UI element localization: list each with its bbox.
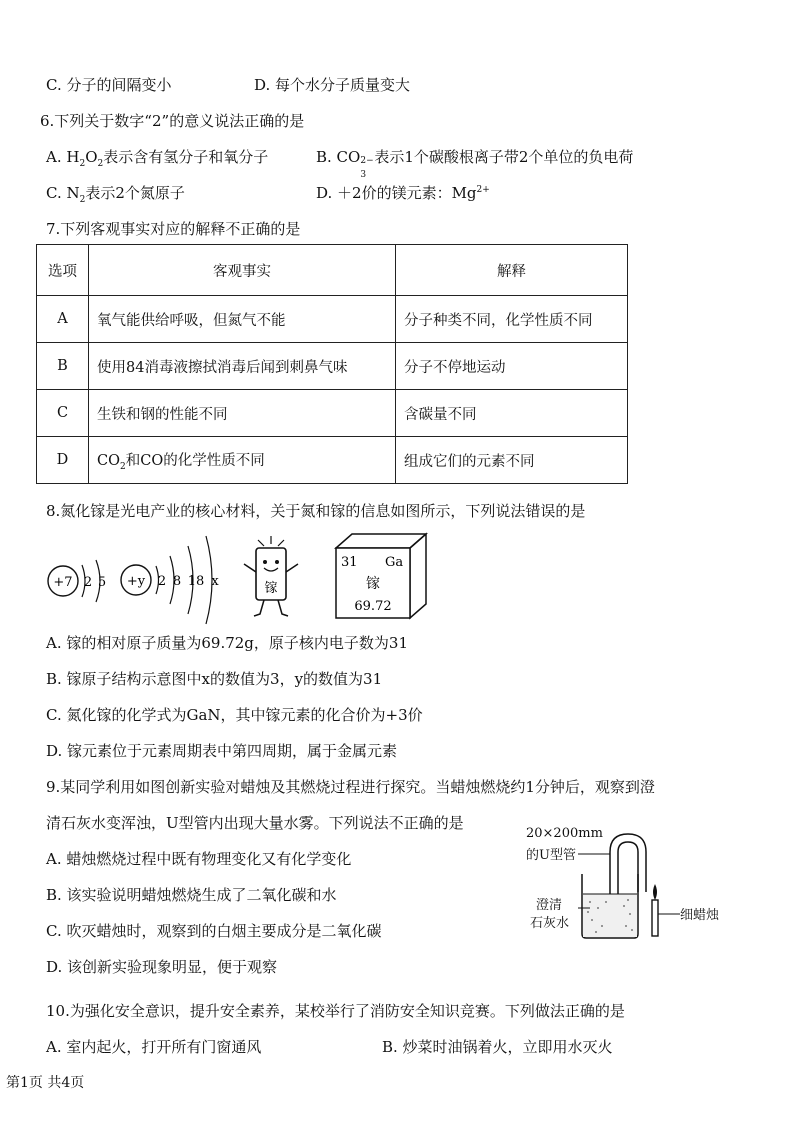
q8-option-d: D. 镓元素位于元素周期表中第四周期，属于金属元素 [46,742,398,760]
table-row [37,343,628,390]
fig-label-lime-2: 石灰水 [530,916,570,931]
row-fact: 生铁和钢的性能不同 [89,390,396,437]
gallium-cartoon-icon [236,534,306,620]
table-header-row [37,245,628,296]
fig-label-tube-1: 20×200mm [526,826,603,841]
row-option: A [37,296,89,343]
nitrogen-atom-structure-diagram [44,548,114,614]
tile-symbol: Ga [385,555,404,570]
table-row [37,296,628,343]
header-fact: 客观事实 [89,245,396,296]
q6-option-a: A. $H_2O_2$表示含有氢分子和氧分子 [46,148,269,169]
ga-shell-electrons-2: 8 [172,574,182,589]
row-explanation: 分子种类不同，化学性质不同 [396,296,628,343]
q10-option-b: B. 炒菜时油锅着火，立即用水灭火 [382,1038,613,1056]
row-option: D [37,437,89,484]
q6-option-d: D. ＋2价的镁元素：$Mg^{2+}$ [316,184,490,202]
q6-option-b: B. CO 2− 3 表示1个碳酸根离子带2个单位的负电荷 [316,148,634,180]
q10-option-a: A. 室内起火，打开所有门窗通风 [46,1038,262,1056]
cartoon-label: 镓 [264,581,278,596]
page-footer: 第1页 共4页 [6,1075,85,1091]
gallium-periodic-tile [330,530,430,622]
ga-nucleus-charge: +y [126,574,146,589]
q9-stem-line1: 9.某同学利用如图创新实验对蜡烛及其燃烧过程进行探究。当蜡烛燃烧约1分钟后，观察到澄 [46,778,655,796]
q7-stem: 7.下列客观事实对应的解释不正确的是 [46,220,301,238]
q10-stem: 10.为强化安全意识，提升安全素养，某校举行了消防安全知识竞赛。下列做法正确的是 [46,1002,625,1020]
q8-option-c: C. 氮化镓的化学式为GaN，其中镓元素的化合价为+3价 [46,706,423,724]
table-row [37,437,628,484]
row-explanation: 分子不停地运动 [396,343,628,390]
row-explanation: 含碳量不同 [396,390,628,437]
n-shell-electrons-2: 5 [97,575,107,590]
fig-label-tube-2: 的U型管 [526,848,576,863]
q8-stem: 8.氮化镓是光电产业的核心材料，关于氮和镓的信息如图所示，下列说法错误的是 [46,502,586,520]
row-fact: $CO_2$和CO的化学性质不同 [89,437,396,484]
row-explanation: 组成它们的元素不同 [396,437,628,484]
row-fact: 氧气能供给呼吸，但氮气不能 [89,296,396,343]
n-shell-electrons-1: 2 [83,575,93,590]
header-explanation: 解释 [396,245,628,296]
n-nucleus-charge: +7 [53,575,73,590]
q9-option-c: C. 吹灭蜡烛时，观察到的白烟主要成分是二氧化碳 [46,922,382,940]
q6-option-c: C. $N_2$表示2个氮原子 [46,184,185,205]
q9-option-b: B. 该实验说明蜡烛燃烧生成了二氧化碳和水 [46,886,337,904]
gallium-atom-structure-diagram [118,532,228,628]
ga-shell-electrons-3: 18 [187,574,205,589]
row-fact: 使用84消毒液擦拭消毒后闻到刺鼻气味 [89,343,396,390]
fig-label-lime-1: 澄清 [536,898,563,913]
q6-stem: 6.下列关于数字“2”的意义说法正确的是 [40,112,305,130]
q9-option-a: A. 蜡烛燃烧过程中既有物理变化又有化学变化 [46,850,352,868]
q9-stem-line2: 清石灰水变浑浊，U型管内出现大量水雾。下列说法不正确的是 [46,814,464,832]
q7-table [36,244,628,484]
q8-option-b: B. 镓原子结构示意图中x的数值为3，y的数值为31 [46,670,383,688]
q5-option-c: C. 分子的间隔变小 [46,76,172,94]
row-option: B [37,343,89,390]
q5-option-d: D. 每个水分子质量变大 [254,76,411,94]
tile-atomic-mass: 69.72 [354,599,392,614]
tile-atomic-number: 31 [341,555,358,570]
q9-option-d: D. 该创新实验现象明显，便于观察 [46,958,278,976]
ga-shell-electrons-4: x [211,574,219,589]
q8-option-a: A. 镓的相对原子质量为69.72g，原子核内电子数为31 [46,634,409,652]
row-option: C [37,390,89,437]
fig-label-candle: 细蜡烛 [680,908,720,923]
u-tube-apparatus-diagram [578,822,688,942]
tile-name: 镓 [366,576,380,592]
ga-shell-electrons-1: 2 [157,574,167,589]
table-row [37,390,628,437]
header-option: 选项 [37,245,89,296]
